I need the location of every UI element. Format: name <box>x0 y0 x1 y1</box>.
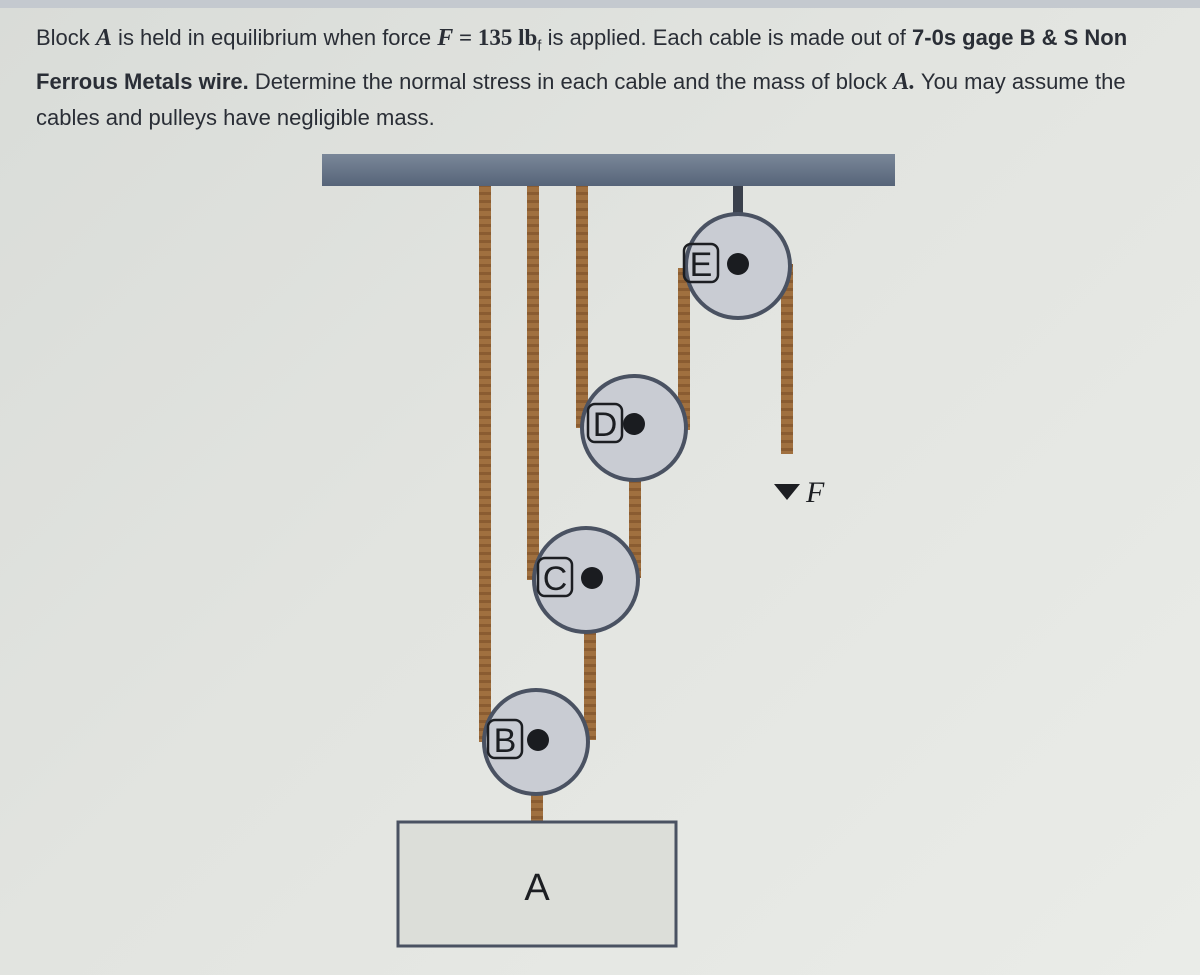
cable-c-left <box>527 186 539 580</box>
pulley-d-label: D <box>592 406 618 444</box>
force-label: F <box>806 476 825 509</box>
pulley-d <box>582 376 686 480</box>
block-a-label: A <box>524 867 550 909</box>
problem-text-1: Block <box>36 25 96 50</box>
force-arrow <box>774 476 825 509</box>
block-a <box>398 822 676 946</box>
problem-text-2: is held in equilibrium when force <box>111 25 438 50</box>
cable-b-left <box>479 186 491 742</box>
force-unit-sub: f <box>537 37 542 55</box>
problem-text-5: You may assume the cables and pulleys have negligible mass. <box>36 69 1126 131</box>
pulley-b <box>484 690 588 794</box>
force-value: = 135 lb <box>453 25 538 50</box>
problem-text-4: Determine the normal stress in each cable and the mass of block <box>248 69 894 95</box>
var-force-f: F <box>437 25 454 51</box>
wire-spec: 7-0s gage B & S Non Ferrous Metals wire. <box>36 25 1128 95</box>
pulley-c-label: C <box>542 560 568 598</box>
pulley-e-label: E <box>689 246 713 284</box>
cable-d-left <box>576 186 588 428</box>
pulley-c <box>534 528 638 632</box>
var-block-a-2: A. <box>893 69 916 96</box>
pulley-c-axle <box>581 567 603 589</box>
problem-text-3: is applied. Each cable is made out of <box>541 25 913 50</box>
ceiling-support <box>322 154 895 186</box>
pulley-e-axle <box>727 253 749 275</box>
pulley-b-label: B <box>493 722 517 760</box>
pulley-e <box>684 214 790 318</box>
pulley-d-axle <box>623 413 645 435</box>
pulley-b-axle <box>527 729 549 751</box>
var-block-a: A <box>95 25 112 51</box>
